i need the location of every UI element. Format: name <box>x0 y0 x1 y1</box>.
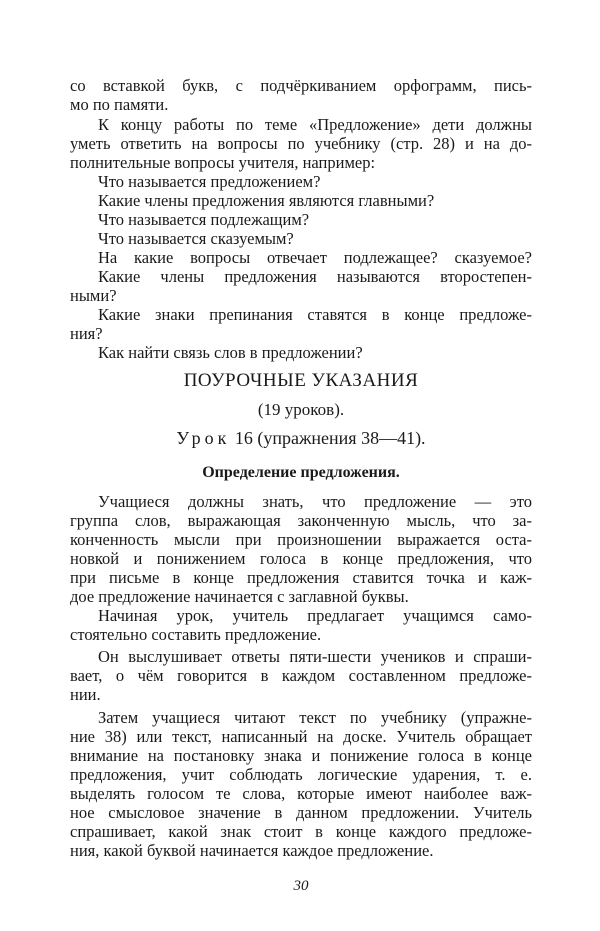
question-line: Какие знаки препинания ставятся в конце предложе- <box>98 305 532 324</box>
body-line: группа слов, выражающая законченную мысль, что за- <box>70 511 532 530</box>
body-line: ния, какой буквой начинается каждое предложение. <box>70 841 434 860</box>
lesson-topic: Определение предложения. <box>202 464 400 481</box>
text-line: мо по памяти. <box>70 95 169 114</box>
body-line: выделять голосом те слова, которые имеют наиболее важ- <box>70 784 532 803</box>
text-line: со вставкой букв, с подчёркиванием орфограмм, пись- <box>70 76 532 95</box>
text-line: К концу работы по теме «Предложение» дети должны <box>98 115 532 134</box>
question-line: ния? <box>70 324 103 343</box>
body-line: предложения, учит соблюдать логические ударения, т. е. <box>70 765 532 784</box>
body-line: стоятельно составить предложение. <box>70 625 322 644</box>
question-line: Что называется сказуемым? <box>98 229 294 248</box>
text-line: уметь ответить на вопросы по учебнику (стр. 28) и на до- <box>70 134 532 153</box>
body-line: Затем учащиеся читают текст по учебнику (упражне- <box>98 708 532 727</box>
body-line: при письме в конце предложения ставится точка и каж- <box>70 568 532 587</box>
body-line: Учащиеся должны знать, что предложение — это <box>98 492 532 511</box>
body-line: нии. <box>70 685 101 704</box>
body-line: вает, о чём говорится в каждом составленном предложе- <box>70 666 532 685</box>
question-line: ными? <box>70 286 117 305</box>
lesson-word: Урок <box>176 428 231 448</box>
section-heading: ПОУРОЧНЫЕ УКАЗАНИЯ <box>183 370 419 391</box>
lesson-details: 16 (упражнения 38—41). <box>234 428 426 448</box>
question-line: Какие члены предложения называются второстепен- <box>98 267 532 286</box>
body-line: дое предложение начинается с заглавной буквы. <box>70 587 409 606</box>
body-line: ние 38) или текст, написанный на доске. Учитель обращает <box>70 727 532 746</box>
question-line: Что называется подлежащим? <box>98 210 310 229</box>
body-line: Начиная урок, учитель предлагает учащимся само- <box>98 606 532 625</box>
question-line: На какие вопросы отвечает подлежащее? сказуемое? <box>98 248 532 267</box>
text-line: полнительные вопросы учителя, например: <box>70 153 376 172</box>
body-line: спрашивает, какой знак стоит в конце каждого предложе- <box>70 822 532 841</box>
lesson-count: (19 уроков). <box>257 400 345 419</box>
body-line: новкой и понижением голоса в конце предложения, что <box>70 549 532 568</box>
question-line: Что называется предложением? <box>98 172 321 191</box>
lesson-title <box>70 428 532 449</box>
page-number: 30 <box>293 878 309 894</box>
question-line: Как найти связь слов в предложении? <box>98 343 363 362</box>
body-line: конченность мысли при произношении выражается оста- <box>70 530 532 549</box>
question-line: Какие члены предложения являются главными? <box>98 191 435 210</box>
body-line: ное смысловое значение в данном предложении. Учитель <box>70 803 532 822</box>
body-line: Он выслушивает ответы пяти-шести учеников и спраши- <box>98 647 532 666</box>
body-line: внимание на постановку знака и понижение голоса в конце <box>70 746 532 765</box>
